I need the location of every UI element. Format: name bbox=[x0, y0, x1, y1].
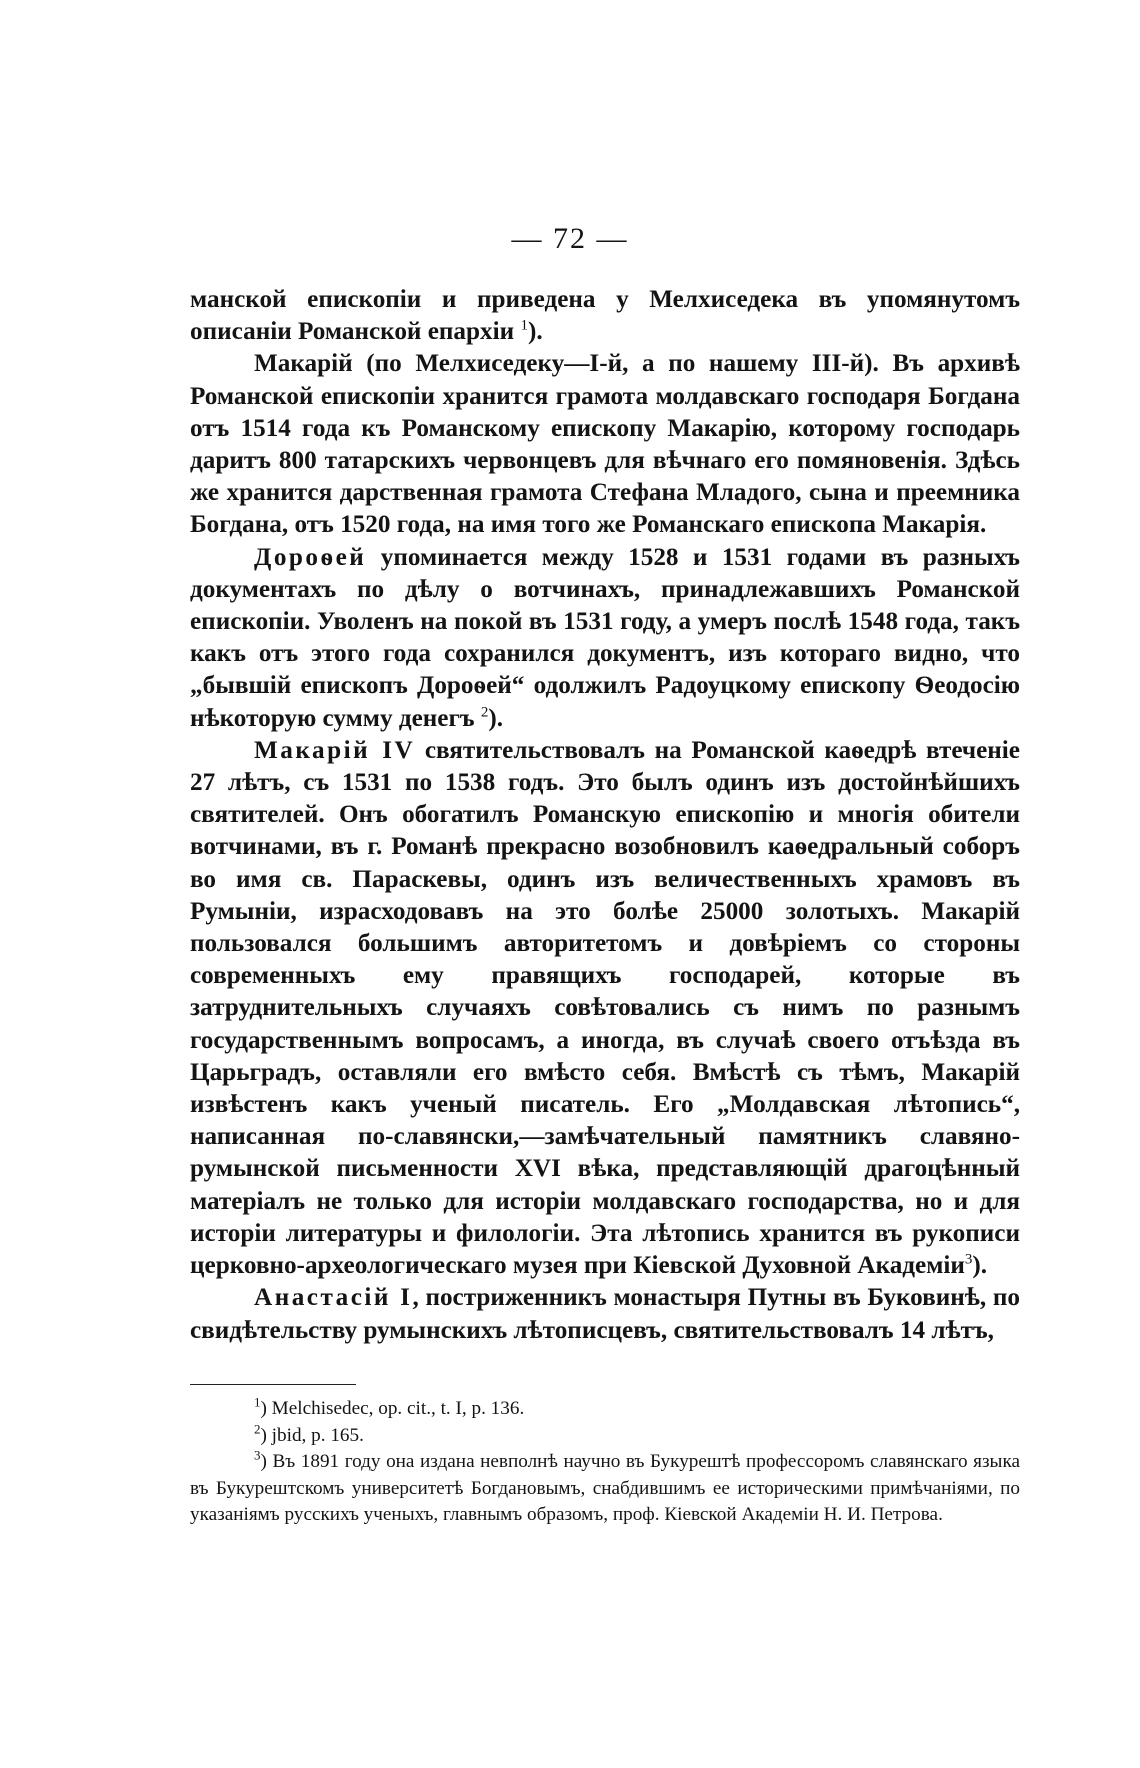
footnote-reference: 3 bbox=[964, 1251, 973, 1268]
paragraph bbox=[190, 1282, 1020, 1346]
text-run: упоминается между 1528 и 1531 годами въ разныхъ документахъ по дѣлу о вотчинахъ, принадлежавшихъ Романской епископіи. Уволенъ на покой въ 1531 году, а умеръ послѣ 1548 года, такъ какъ отъ этого года сохранился документъ, изъ котораго видно, что „бывшій епископъ Дороѳей“ одолжилъ Радоуцкому епископу Ѳеодосію нѣкоторую сумму денегъ bbox=[190, 543, 1020, 732]
footnote bbox=[190, 1396, 1020, 1423]
body-text bbox=[190, 284, 1020, 1347]
footnotes bbox=[190, 1396, 1020, 1529]
text-run: Макарій (по Мелхиседеку—І-й, а по нашему III-й). Въ архивѣ Романской епископіи хранится грамота молдавскаго господаря Богдана отъ 1514 года къ Романскому епископу Макарію, которому господарь даритъ 800 татарскихъ червонцевъ для вѣчнаго его помяновенія. Здѣсь же хранится дарственная грамота Стефана Младого, сына и преемника Богдана, отъ 1520 года, на имя того же Романскаго епископа Макарія. bbox=[190, 350, 1020, 539]
text-run: манской епископіи и приведена у Мелхиседека въ упомянутомъ описаніи Романской епархіи bbox=[190, 286, 1020, 346]
text-run: святительствовалъ на Романской каѳедрѣ втеченіе 27 лѣтъ, съ 1531 по 1538 годъ. Это былъ одинъ изъ достойнѣйшихъ святителей. Онъ обогатилъ Романскую епископію и многія обители вотчинами, въ г. Романѣ прекрасно возобновилъ каѳедральный соборъ во имя св. Параскевы, одинъ изъ величественныхъ храмовъ въ Румыніи, израсходовавъ на это болѣе 25000 золотыхъ. Макарій пользовался большимъ авторитетомъ и довѣріемъ со стороны современныхъ ему правящихъ господарей, которые въ затруднительныхъ случаяхъ совѣтовались съ нимъ по разнымъ государственнымъ вопросамъ, а иногда, въ случаѣ своего отъѣзда въ Царьградъ, оставляли его вмѣсто себя. Вмѣстѣ съ тѣмъ, Макарій извѣстенъ какъ ученый писатель. Его „Молдавская лѣтопись“, написанная по-славянски,—замѣчательный памятникъ славяно-румынской письменности XVI вѣка, представляющій драгоцѣнный матеріалъ не только для исторіи молдавскаго господарства, но и для исторіи литературы и филологіи. Эта лѣтопись хранится въ рукописи церковно-археологическаго музея при Кіевской Духовной Академіи bbox=[190, 736, 1020, 1280]
footnote-divider bbox=[190, 1384, 356, 1385]
footnote bbox=[190, 1449, 1020, 1529]
paragraph bbox=[190, 735, 1020, 1282]
person-name: Анастасій I bbox=[254, 1284, 413, 1312]
footnote-mark: 3 bbox=[254, 1447, 261, 1463]
footnote bbox=[190, 1423, 1020, 1450]
paragraph bbox=[190, 284, 1020, 348]
footnote-text: ) Melchisedec, op. cit., t. I, p. 136. bbox=[260, 1398, 525, 1419]
footnote-text: ) Въ 1891 году она издана невполнѣ научно въ Букурештѣ профессоромъ славянскаго языка въ Букурештскомъ университетѣ Богдановымъ, снабдившимъ ее историческими примѣчаніями, по указаніямъ русскихъ ученыхъ, главнымъ образомъ, проф. Кіевской Академіи Н. И. Петрова. bbox=[190, 1451, 1020, 1525]
footnote-mark: 2 bbox=[254, 1421, 261, 1437]
page-number: — 72 — bbox=[511, 222, 629, 255]
footnote-reference: 2 bbox=[480, 704, 489, 721]
footnote-reference: 1 bbox=[520, 317, 528, 334]
paragraph bbox=[190, 348, 1020, 541]
person-name: Макарій IV bbox=[254, 736, 416, 764]
footnote-mark: 1 bbox=[254, 1394, 261, 1410]
paragraph bbox=[190, 542, 1020, 735]
person-name: Дороѳей bbox=[254, 543, 367, 571]
text-run: ). bbox=[527, 318, 543, 346]
footnote-text: ) jbid, p. 165. bbox=[260, 1424, 364, 1446]
text-run: ). bbox=[972, 1252, 988, 1280]
text-run: , постриженникъ монастыря Путны въ Буковинѣ, по свидѣтельству румынскихъ лѣтописцевъ, святительствовалъ 14 лѣтъ, bbox=[190, 1284, 1020, 1344]
text-run: ). bbox=[488, 704, 504, 732]
